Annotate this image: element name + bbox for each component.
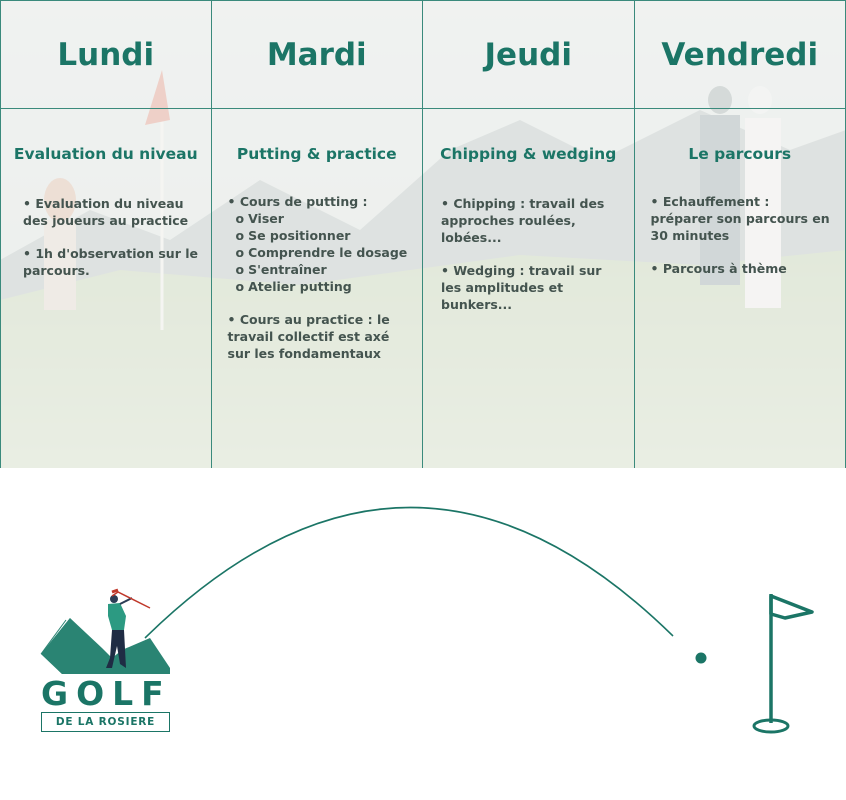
putting-step-label: Viser: [248, 211, 284, 226]
putting-step: [228, 244, 413, 261]
day-subtitle: Chipping & wedging: [440, 145, 617, 163]
golf-flag-icon: [754, 594, 812, 732]
golf-ball-icon: [696, 653, 707, 664]
day-column-jeudi: [423, 0, 635, 468]
list-item: • Parcours à thème: [650, 261, 787, 276]
day-content: [23, 195, 201, 279]
logo-wordmark: GOLF: [41, 674, 172, 713]
golf-illustration: [0, 468, 846, 800]
day-subtitle: Le parcours: [688, 145, 792, 163]
list-item: • Wedging : travail sur les amplitudes et bunkers...: [441, 263, 602, 312]
putting-step-label: Comprendre le dosage: [248, 245, 408, 260]
list-item: • Cours au practice : le travail collectif est axé sur les fondamentaux: [227, 312, 390, 361]
bullet-icon: o: [235, 279, 245, 294]
day-column-lundi: [0, 0, 212, 468]
ball-trajectory: [0, 468, 846, 800]
putting-step: [228, 278, 413, 295]
day-content: [651, 193, 836, 277]
putting-step-label: S'entraîner: [248, 262, 327, 277]
list-item: • Evaluation du niveau des joueurs au practice: [23, 196, 189, 228]
bullet-icon: o: [235, 245, 245, 260]
day-content: [441, 195, 624, 313]
bullet-icon: o: [235, 228, 245, 243]
putting-step: [228, 210, 413, 227]
day-title: Vendredi: [635, 0, 846, 109]
bullet-icon: o: [235, 262, 245, 277]
list-item: • Echauffement : préparer son parcours en 30 minutes: [650, 194, 830, 243]
day-column-mardi: [212, 0, 424, 468]
day-column-vendredi: [635, 0, 846, 468]
putting-step-label: Se positionner: [248, 228, 351, 243]
bullet-icon: o: [235, 211, 245, 226]
day-subtitle: Putting & practice: [236, 145, 397, 163]
list-item: • 1h d'observation sur le parcours.: [23, 246, 198, 278]
day-title: Lundi: [1, 0, 211, 109]
day-content: [228, 193, 413, 362]
day-title: Mardi: [212, 0, 423, 109]
list-item: • Chipping : travail des approches roulées, lobées...: [441, 196, 605, 245]
putting-step: [228, 227, 413, 244]
putting-step: [228, 261, 413, 278]
putting-step-label: Atelier putting: [248, 279, 352, 294]
day-title: Jeudi: [423, 0, 634, 109]
logo-subtitle: DE LA ROSIERE: [41, 712, 170, 732]
putting-title: • Cours de putting :: [227, 194, 368, 209]
day-subtitle: Evaluation du niveau: [13, 145, 198, 163]
